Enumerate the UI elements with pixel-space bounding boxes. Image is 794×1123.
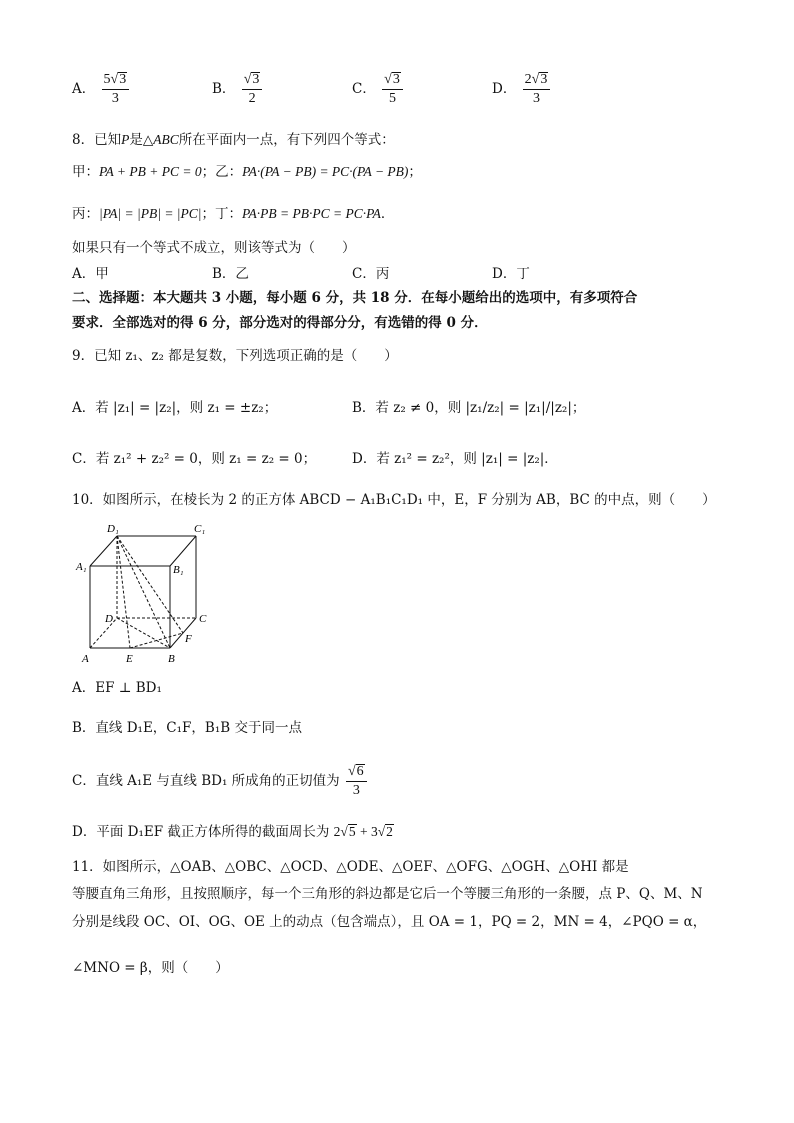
- q10-option-c[interactable]: C．直线 A₁E 与直线 BD₁ 所成角的正切值为 √ 6 3: [72, 764, 369, 799]
- q10-stem: 10．如图所示，在棱长为 2 的正方体 ABCD − A₁B₁C₁D₁ 中，E，F 分别为 AB，BC 的中点，则（ ）: [72, 492, 716, 508]
- q8-stem: 8．已知P是△ABC所在平面内一点，有下列四个等式：: [72, 132, 395, 148]
- q10-option-c-fraction: √ 6 3: [346, 764, 367, 799]
- q10-option-d[interactable]: D．平面 D₁EF 截正方体所得的截面周长为 2√ 5 + 3√ 2: [72, 824, 393, 840]
- label-d1: D₁: [107, 523, 119, 535]
- label-b: B: [168, 653, 175, 665]
- q9-option-b[interactable]: B．若 z₂ ≠ 0，则 |z₁/z₂| = |z₁|/|z₂|；: [352, 400, 586, 416]
- q8-option-d[interactable]: D．丁: [492, 266, 530, 282]
- q8-eq-bing: |PA| = |PB| = |PC|: [99, 206, 202, 221]
- label-a: A: [82, 653, 89, 665]
- q7-option-c-fraction: √ 3 5: [382, 72, 403, 107]
- q8-eq-jia: PA + PB + PC = 0: [99, 164, 202, 179]
- q10-option-d-expression: 2√ 5 + 3√ 2: [333, 824, 393, 839]
- section-2-heading-line-2: 要求．全部选对的得 6 分，部分选对的得部分分，有选错的得 0 分．: [72, 315, 488, 331]
- label-d: D: [105, 613, 113, 625]
- label-e: E: [126, 653, 133, 665]
- q10-option-a[interactable]: A．EF ⊥ BD₁: [72, 680, 162, 696]
- q11-line-2: 等腰直角三角形，且按照顺序，每一个三角形的斜边都是它后一个等腰三角形的一条腰，点 P、Q、M、N: [72, 886, 703, 902]
- q11-line-1: 11．如图所示，△OAB、△OBC、△OCD、△ODE、△OEF、△OFG、△OGH、△OHI 都是: [72, 859, 629, 875]
- q7-option-d[interactable]: D． 2√ 3 3: [492, 72, 552, 107]
- q9-option-c[interactable]: C．若 z₁² + z₂² = 0，则 z₁ = z₂ = 0；: [72, 451, 317, 467]
- edge-a1-d1: [90, 536, 117, 566]
- q11-line-4: ∠MNO = β，则（ ）: [72, 960, 229, 976]
- label-c1: C₁: [194, 523, 206, 535]
- q9-option-d[interactable]: D．若 z₁² = z₂²，则 |z₁| = |z₂|．: [352, 451, 558, 467]
- q8-eq-ding: PA·PB = PB·PC = PC·PA: [241, 206, 381, 221]
- q7-option-b-fraction: √ 3 2: [242, 72, 263, 107]
- q8-equations-row-1: 甲：PA + PB + PC = 0；乙：PA·(PA − PB) = PC·(PA − PB)；: [72, 164, 422, 180]
- q7-option-a-fraction: 5√ 3 3: [102, 72, 130, 107]
- q8-option-a[interactable]: A．甲: [72, 266, 109, 282]
- q8-question: 如果只有一个等式不成立，则该等式为（ ）: [72, 240, 356, 256]
- section-2-heading-line-1: 二、选择题：本大题共 3 小题，每小题 6 分，共 18 分．在每小题给出的选项中，有多项符合: [72, 290, 638, 306]
- q8-option-b[interactable]: B．乙: [212, 266, 249, 282]
- q9-stem: 9．已知 z₁、z₂ 都是复数，下列选项正确的是（ ）: [72, 348, 398, 364]
- cube-figure: [74, 520, 224, 665]
- label-f: F: [185, 633, 192, 645]
- edge-b1-c1: [170, 536, 196, 566]
- line-d-b: [117, 618, 170, 648]
- q8-eq-yi: PA·(PA − PB) = PC·(PA − PB): [242, 164, 409, 179]
- q8-equations-row-2: 丙：|PA| = |PB| = |PC|；丁：PA·PB = PB·PC = PC·PA．: [72, 206, 395, 222]
- q9-option-a[interactable]: A．若 |z₁| = |z₂|，则 z₁ = ±z₂；: [72, 400, 278, 416]
- label-b1: B₁: [173, 564, 184, 576]
- line-d1-b: [117, 536, 170, 648]
- q7-option-d-fraction: 2√ 3 3: [523, 72, 551, 107]
- q11-line-3: 分别是线段 OC、OI、OG、OE 上的动点（包含端点），且 OA = 1，PQ = 2，MN = 4，∠PQO = α，: [72, 914, 707, 930]
- label-a1: A₁: [76, 561, 87, 573]
- q7-option-c[interactable]: C． √ 3 5: [352, 72, 405, 107]
- q10-option-b[interactable]: B．直线 D₁E，C₁F，B₁B 交于同一点: [72, 720, 302, 736]
- q7-option-a[interactable]: A． 5√ 3 3: [72, 72, 131, 107]
- q8-option-c[interactable]: C．丙: [352, 266, 390, 282]
- label-c: C: [199, 613, 207, 625]
- q7-option-b[interactable]: B． √ 3 2: [212, 72, 264, 107]
